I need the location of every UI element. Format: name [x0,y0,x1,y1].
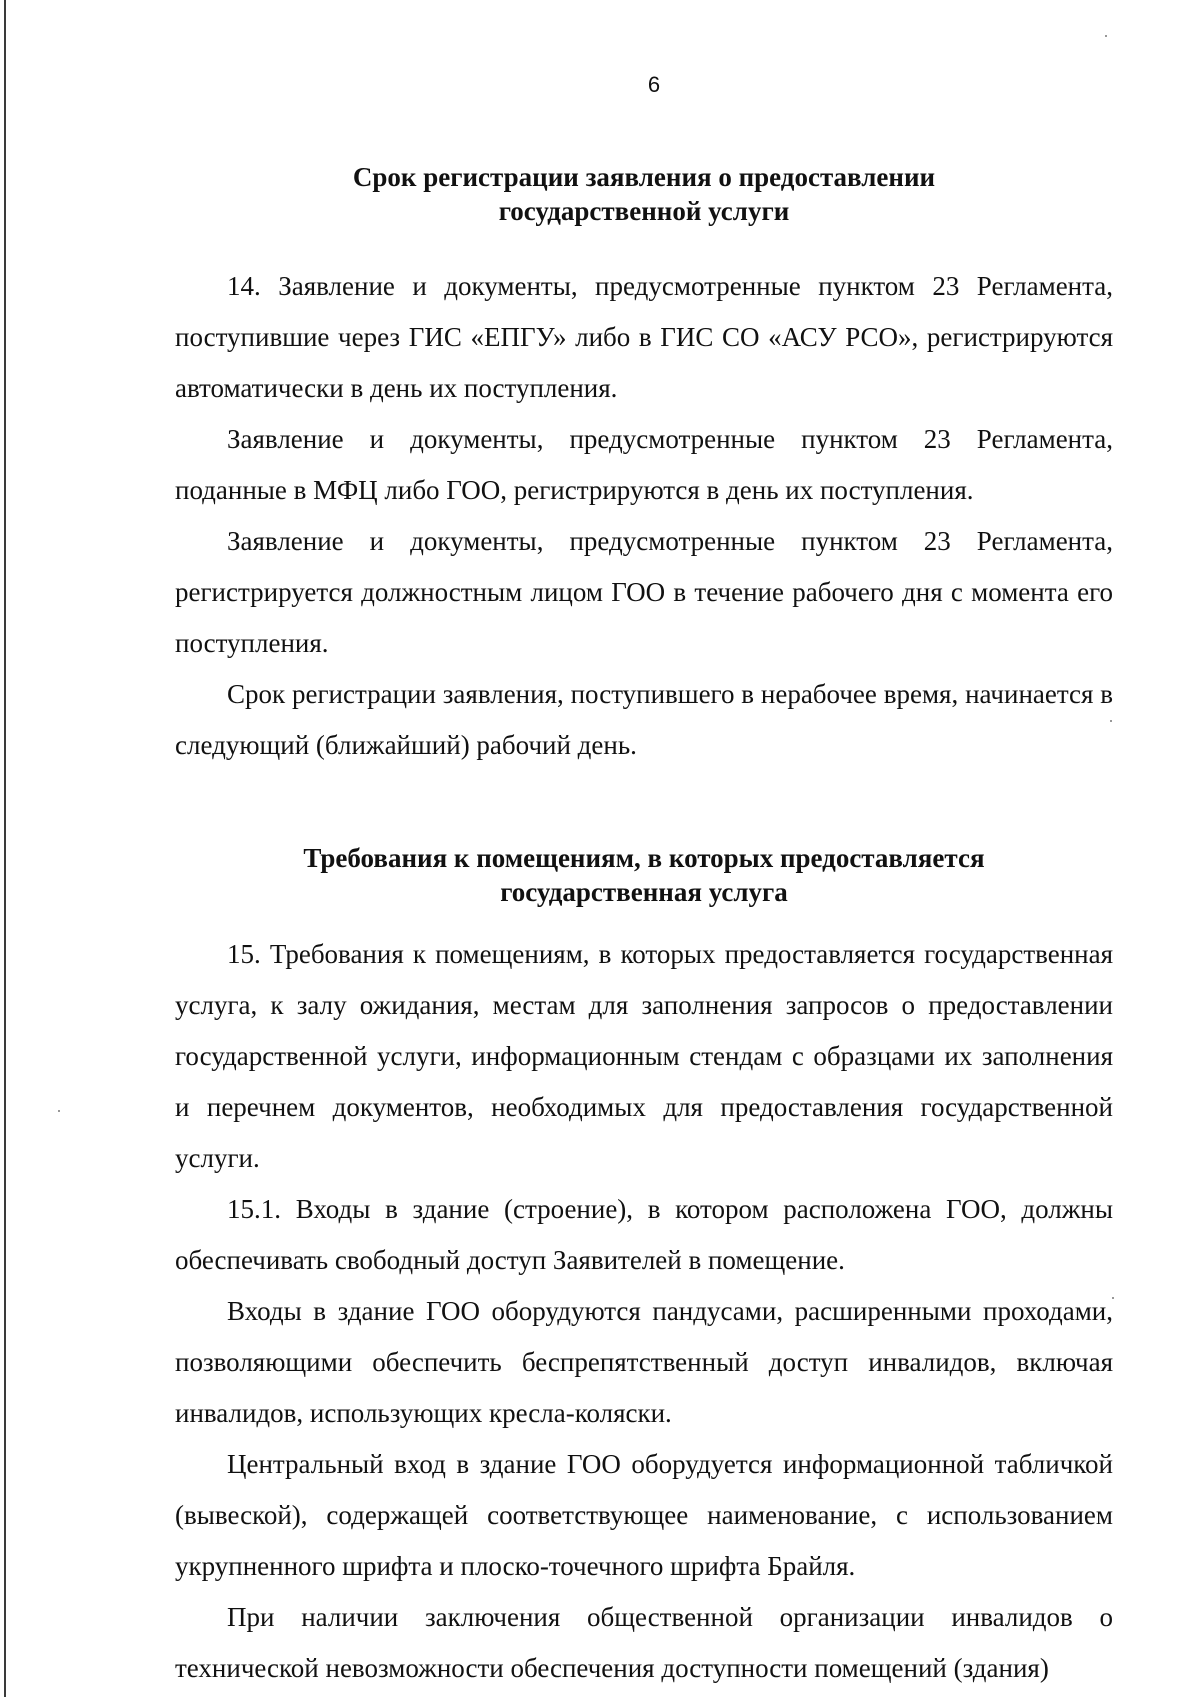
heading-line: государственная услуга [500,877,788,907]
paragraph: 14. Заявление и документы, предусмотренные пунктом 23 Регламента, поступившие через ГИС «ЕПГУ» либо в ГИС СО «АСУ РСО», регистрируются автоматически в день их поступления. [175,271,1113,403]
section-heading-premises [175,841,1113,909]
section-body-premises [175,929,1113,1694]
heading-line: Требования к помещениям, в которых предоставляется [303,843,985,873]
scan-speck [58,1110,60,1112]
scan-edge [4,0,6,1697]
paragraph: Заявление и документы, предусмотренные пунктом 23 Регламента, регистрируется должностным лицом ГОО в течение рабочего дня с момента его поступления. [175,526,1113,658]
paragraph: Срок регистрации заявления, поступившего в нерабочее время, начинается в следующий (ближайший) рабочий день. [175,679,1113,760]
document-page [175,68,1113,1694]
paragraph: При наличии заключения общественной организации инвалидов о технической невозможности обеспечения доступности помещений (здания) [175,1602,1113,1683]
paragraph: Заявление и документы, предусмотренные пунктом 23 Регламента, поданные в МФЦ либо ГОО, регистрируются в день их поступления. [175,424,1113,505]
paragraph: 15. Требования к помещениям, в которых предоставляется государственная услуга, к залу ожидания, местам для заполнения запросов о предоставлении государственной услуги, информационным стендам с образцами их заполнения и перечнем документов, необходимых для предоставления государственной услуги. [175,939,1113,1173]
paragraph: 15.1. Входы в здание (строение), в котором расположена ГОО, должны обеспечивать свободный доступ Заявителей в помещение. [175,1194,1113,1275]
paragraph: Входы в здание ГОО оборудуются пандусами, расширенными проходами, позволяющими обеспечить беспрепятственный доступ инвалидов, включая инвалидов, использующих кресла-коляски. [175,1296,1113,1428]
heading-line: государственной услуги [498,196,790,226]
scan-speck [1105,35,1107,37]
section-heading-registration [175,160,1113,228]
section-body-registration [175,261,1113,771]
paragraph: Центральный вход в здание ГОО оборудуется информационной табличкой (вывеской), содержащей соответствующее наименование, с использованием укрупненного шрифта и плоско-точечного шрифта Брайля. [175,1449,1113,1581]
heading-line: Срок регистрации заявления о предоставлении [352,162,936,192]
page-number: 6 [647,72,661,97]
